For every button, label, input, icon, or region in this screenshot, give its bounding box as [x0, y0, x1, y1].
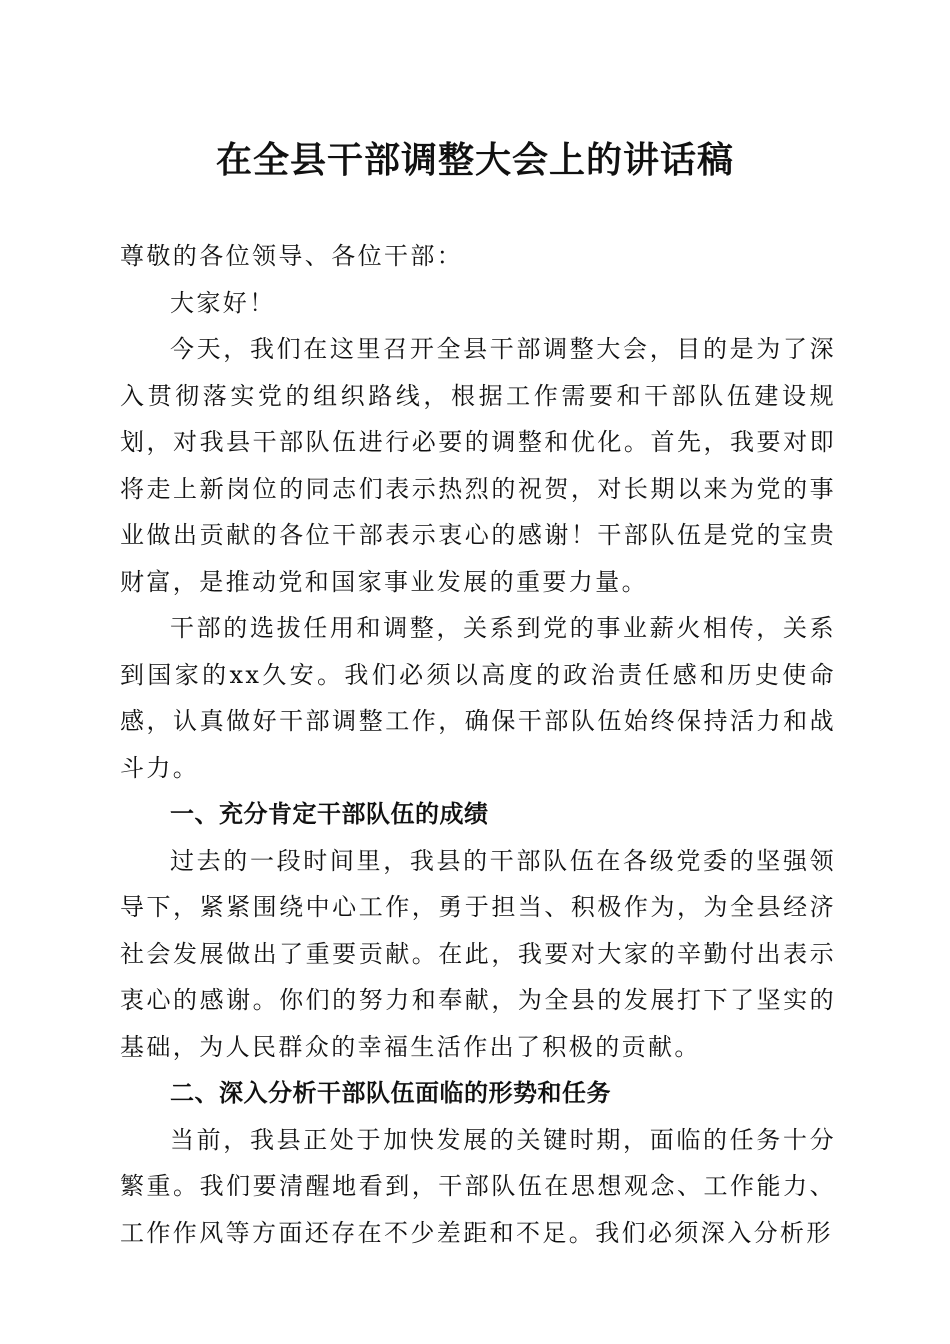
section-heading-1: 一、充分肯定干部队伍的成绩 — [170, 800, 489, 828]
paragraph-situation: 当前，我县正处于加快发展的关键时期，面临的任务十分繁重。我们要清醒地看到，干部队伍在思想观念、工作能力、工作作风等方面还存在不少差距和不足。我们必须深入分析形 — [120, 1125, 836, 1247]
paragraph-achievements: 过去的一段时间里，我县的干部队伍在各级党委的坚强领导下，紧紧围绕中心工作，勇于担当、积极作为，为全县经济社会发展做出了重要贡献。在此，我要对大家的辛勤付出表示衷心的感谢。你们的努力和奉献，为全县的发展打下了坚实的基础，为人民群众的幸福生活作出了积极的贡献。 — [120, 846, 836, 1061]
document-title: 在全县干部调整大会上的讲话稿 — [215, 139, 734, 181]
salutation: 尊敬的各位领导、各位干部： — [120, 242, 464, 270]
paragraph-cadre-selection: 干部的选拔任用和调整，关系到党的事业薪火相传，关系到国家的xx久安。我们必须以高度的政治责任感和历史使命感，认真做好干部调整工作，确保干部队伍始终保持活力和战斗力。 — [120, 614, 836, 782]
section-heading-2: 二、深入分析干部队伍面临的形势和任务 — [170, 1079, 611, 1107]
greeting: 大家好！ — [170, 288, 276, 317]
paragraph-opening: 今天，我们在这里召开全县干部调整大会，目的是为了深入贯彻落实党的组织路线，根据工作需要和干部队伍建设规划，对我县干部队伍进行必要的调整和优化。首先，我要对即将走上新岗位的同志们表示热烈的祝贺，对长期以来为党的事业做出贡献的各位干部表示衷心的感谢！干部队伍是党的宝贵财富，是推动党和国家事业发展的重要力量。 — [120, 335, 836, 596]
document-body — [120, 233, 836, 1256]
